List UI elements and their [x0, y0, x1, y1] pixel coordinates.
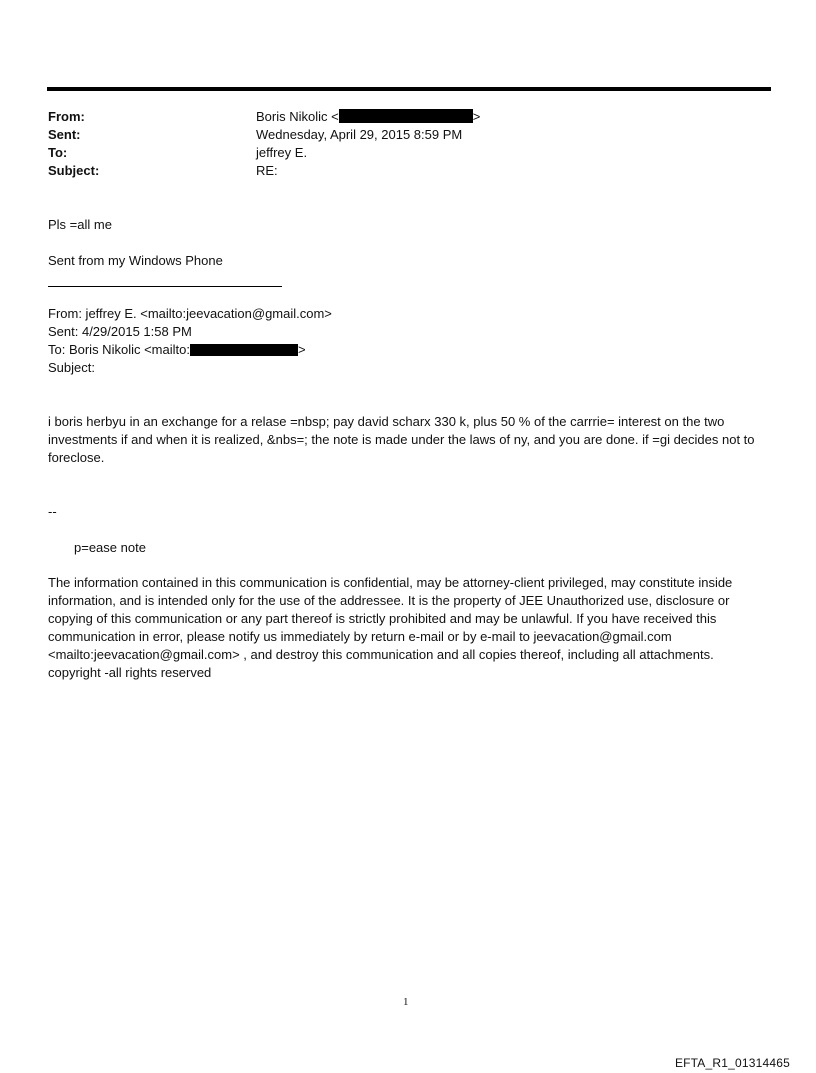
from-close: > [472, 109, 481, 124]
from-value [256, 108, 480, 126]
page-number: 1 [403, 996, 409, 1008]
reply-text: Pls =all me [48, 217, 112, 232]
subject-value: RE: [256, 163, 278, 178]
header-rule [47, 87, 771, 91]
from-name: Boris Nikolic < [256, 109, 339, 124]
sent-value: Wednesday, April 29, 2015 8:59 PM [256, 127, 463, 142]
quoted-message: i boris herbyu in an exchange for a relase =nbsp; pay david scharx 330 k, plus 50 % of the carrrie= interest on the two investments if and when it is realized, &nbs=; the note is made under the laws of ny, and you are done. if =gi decides not to foreclose. [48, 414, 755, 465]
to-label: To: [48, 145, 68, 160]
quoted-from: From: jeffrey E. <mailto:jeevacation@gmail.com> [48, 306, 332, 321]
subject-label: Subject: [48, 163, 100, 178]
from-label: From: [48, 109, 85, 124]
sent-label: Sent: [48, 127, 81, 142]
quoted-to-suffix: > [297, 342, 306, 357]
quoted-to-prefix: To: Boris Nikolic <mailto: [48, 342, 190, 357]
quoted-sent: Sent: 4/29/2015 1:58 PM [48, 324, 192, 339]
confidentiality-disclaimer: The information contained in this communication is confidential, may be attorney-client privileged, may constitute inside information, and is intended only for the use of the addressee. It is the property of JEE Unauthorized use, disclosure or copying of this communication or any part thereof is strictly prohibited and may be unlawful. If you have received this communication in error, please notify us immediately by return e-mail or by e-mail to jeevacation@gmail.com <mailto:jeevacation@gmail.com> , and destroy this communication and all copies thereof, including all attachments. copyright -all rights reserved [48, 575, 733, 680]
redaction-block [190, 344, 298, 356]
quoted-to [48, 341, 306, 359]
document-id: EFTA_R1_01314465 [674, 1056, 790, 1070]
redaction-block [339, 109, 473, 123]
quoted-subject: Subject: [48, 360, 95, 375]
to-value: jeffrey E. [256, 145, 308, 160]
signature-separator: -- [48, 504, 57, 519]
note-heading: p=ease note [74, 540, 146, 555]
phone-signature: Sent from my Windows Phone [48, 253, 223, 268]
quote-divider [48, 286, 282, 287]
